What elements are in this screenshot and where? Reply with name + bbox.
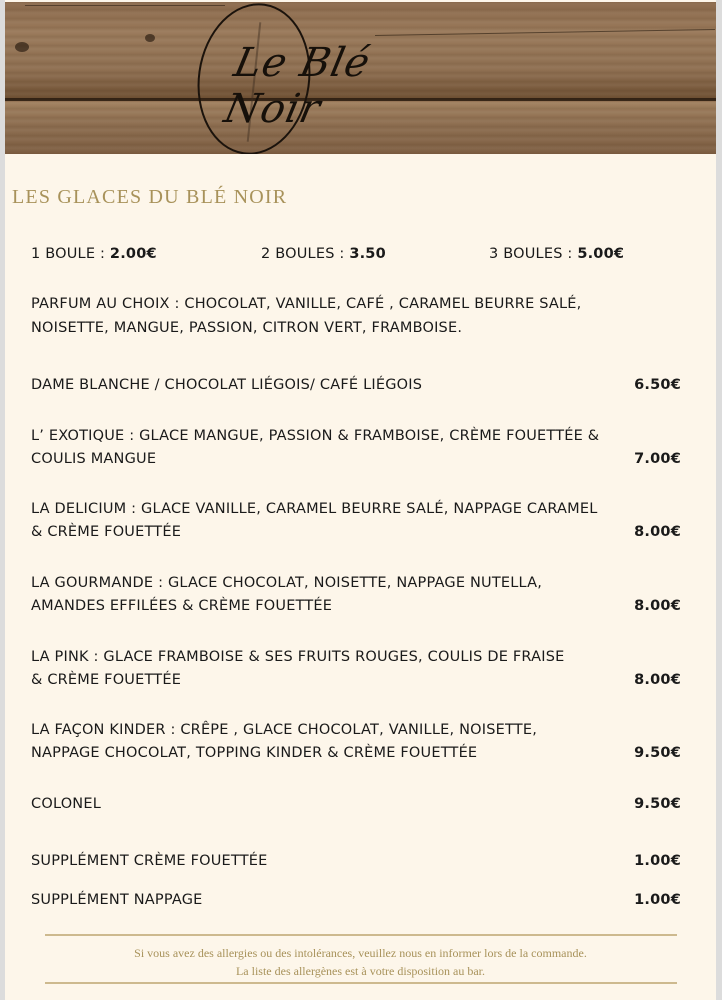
scoop-label: 1 BOULE :: [31, 246, 110, 262]
item-price: 1.00€: [634, 892, 681, 908]
menu-page: [5, 0, 716, 1000]
item-description: COLONEL: [31, 796, 101, 812]
item-description: & CRÈME FOUETTÉE: [31, 672, 182, 688]
item-price: 8.00€: [634, 524, 681, 540]
item-description: SUPPLÉMENT CRÈME FOUETTÉE: [31, 853, 268, 869]
item-description: L’ EXOTIQUE : GLACE MANGUE, PASSION & FRAMBOISE, CRÈME FOUETTÉE &: [31, 428, 600, 444]
wood-knot: [15, 42, 29, 52]
item-description: COULIS MANGUE: [31, 451, 157, 467]
divider: [45, 982, 677, 984]
item-description: AMANDES EFFILÉES & CRÈME FOUETTÉE: [31, 598, 333, 614]
allergy-notice: Si vous avez des allergies ou des intolérances, veuillez nous en informer lors de la commande.: [134, 946, 587, 960]
logo: Le Blé Noir: [220, 40, 375, 132]
allergen-list-notice: La liste des allergènes est à votre disposition au bar.: [235, 964, 486, 978]
scoop-price-2: [261, 246, 386, 262]
scoop-label: 3 BOULES :: [489, 246, 578, 262]
scoop-price-1: [31, 246, 157, 262]
item-description: DAME BLANCHE / CHOCOLAT LIÉGOIS/ CAFÉ LIÉGOIS: [31, 377, 423, 393]
wood-crack: [375, 29, 715, 36]
item-price: 8.00€: [634, 672, 681, 688]
item-price: 9.50€: [634, 745, 681, 761]
item-description: LA FAÇON KINDER : CRÊPE , GLACE CHOCOLAT, VANILLE, NOISETTE,: [31, 722, 538, 738]
wood-crack: [25, 5, 225, 6]
scoop-label: 2 BOULES :: [261, 246, 350, 262]
flavors-line: PARFUM AU CHOIX : CHOCOLAT, VANILLE, CAFÉ , CARAMEL BEURRE SALÉ,: [31, 296, 582, 312]
scoop-price-3: [489, 246, 624, 262]
section-title: LES GLACES DU BLÉ NOIR: [12, 186, 288, 208]
scoop-price: 2.00€: [109, 246, 157, 262]
scoop-price: 5.00€: [577, 246, 625, 262]
item-price: 7.00€: [634, 451, 681, 467]
item-description: NAPPAGE CHOCOLAT, TOPPING KINDER & CRÈME FOUETTÉE: [31, 745, 478, 761]
scoop-price: 3.50: [349, 246, 386, 262]
flavors-line: NOISETTE, MANGUE, PASSION, CITRON VERT, FRAMBOISE.: [31, 320, 463, 336]
item-description: & CRÈME FOUETTÉE: [31, 524, 182, 540]
item-price: 1.00€: [634, 853, 681, 869]
wood-knot: [145, 34, 155, 42]
item-price: 9.50€: [634, 796, 681, 812]
item-description: LA GOURMANDE : GLACE CHOCOLAT, NOISETTE, NAPPAGE NUTELLA,: [31, 575, 543, 591]
item-price: 8.00€: [634, 598, 681, 614]
divider: [45, 934, 677, 936]
item-price: 6.50€: [634, 377, 681, 393]
item-description: LA DELICIUM : GLACE VANILLE, CARAMEL BEURRE SALÉ, NAPPAGE CARAMEL: [31, 501, 598, 517]
wood-header-banner: [5, 2, 716, 154]
item-description: SUPPLÉMENT NAPPAGE: [31, 892, 203, 908]
item-description: LA PINK : GLACE FRAMBOISE & SES FRUITS ROUGES, COULIS DE FRAISE: [31, 649, 565, 665]
